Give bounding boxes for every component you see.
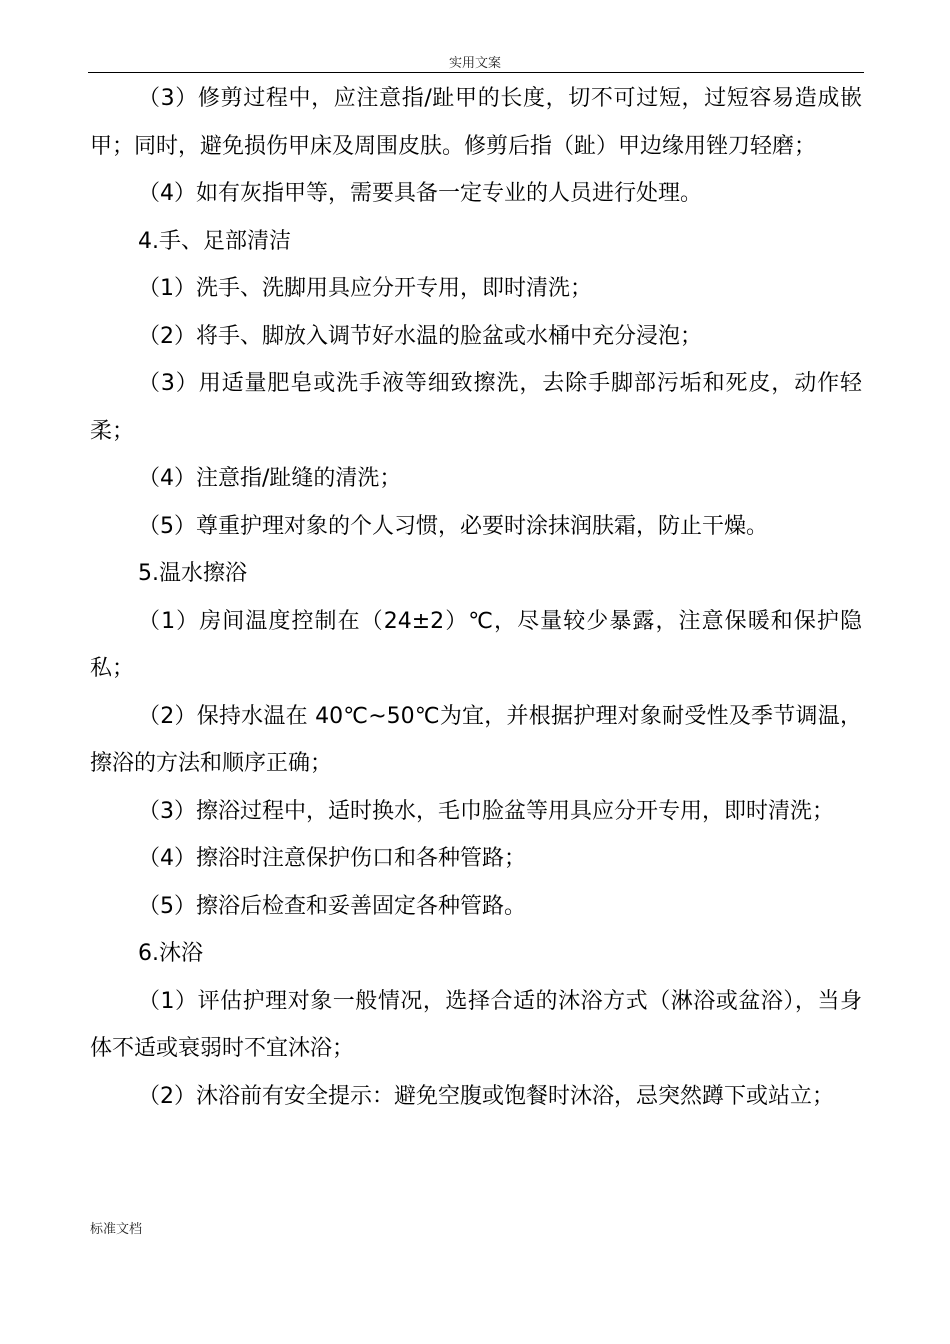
paragraph-sponge-4: （4）擦浴时注意保护伤口和各种管路；	[138, 846, 526, 871]
paragraph-sponge-5: （5）擦浴后检查和妥善固定各种管路。	[138, 893, 526, 919]
paragraph-sponge-2: （2）保持水温在 40℃~50℃为宜，并根据护理对象耐受性及季节调温，擦浴的方法和顺序正确；	[90, 703, 862, 776]
paragraph-clean-5: （5）尊重护理对象的个人习惯，必要时涂抹润肤霜，防止干燥。	[138, 513, 768, 539]
paragraph-shower-1: （1）评估护理对象一般情况，选择合适的沐浴方式（淋浴或盆浴），当身体不适或衰弱时不宜沐浴；	[90, 988, 862, 1061]
section-heading-hand-foot-cleaning: 4.手、足部清洁	[138, 228, 291, 254]
paragraph-trim-4: （4）如有灰指甲等，需要具备一定专业的人员进行处理。	[138, 181, 702, 206]
paragraph-sponge-1: （1）房间温度控制在（24±2）℃，尽量较少暴露，注意保暖和保护隐私；	[90, 608, 862, 681]
paragraph-clean-2: （2）将手、脚放入调节好水温的脸盆或水桶中充分浸泡；	[138, 323, 702, 349]
page-header: 实用文案	[448, 56, 501, 71]
header-rule	[88, 72, 864, 73]
paragraph-shower-2: （2）沐浴前有安全提示：避免空腹或饱餐时沐浴，忌突然蹲下或站立；	[138, 1083, 834, 1109]
page-footer: 标准文档	[90, 1222, 143, 1237]
document-body	[90, 75, 862, 1120]
paragraph-clean-3: （3）用适量肥皂或洗手液等细致擦洗，去除手脚部污垢和死皮，动作轻柔；	[90, 371, 862, 444]
paragraph-clean-4: （4）注意指/趾缝的清洗；	[138, 466, 402, 491]
paragraph-clean-1: （1）洗手、洗脚用具应分开专用，即时清洗；	[138, 276, 592, 301]
paragraph-sponge-3: （3）擦浴过程中，适时换水，毛巾脸盆等用具应分开专用，即时清洗；	[138, 798, 834, 824]
section-heading-shower: 6.沐浴	[138, 941, 203, 966]
paragraph-trim-3: （3）修剪过程中，应注意指/趾甲的长度，切不可过短，过短容易造成嵌甲；同时，避免损伤甲床及周围皮肤。修剪后指（趾）甲边缘用锉刀轻磨；	[90, 86, 862, 159]
section-heading-sponge-bath: 5.温水擦浴	[138, 561, 247, 586]
